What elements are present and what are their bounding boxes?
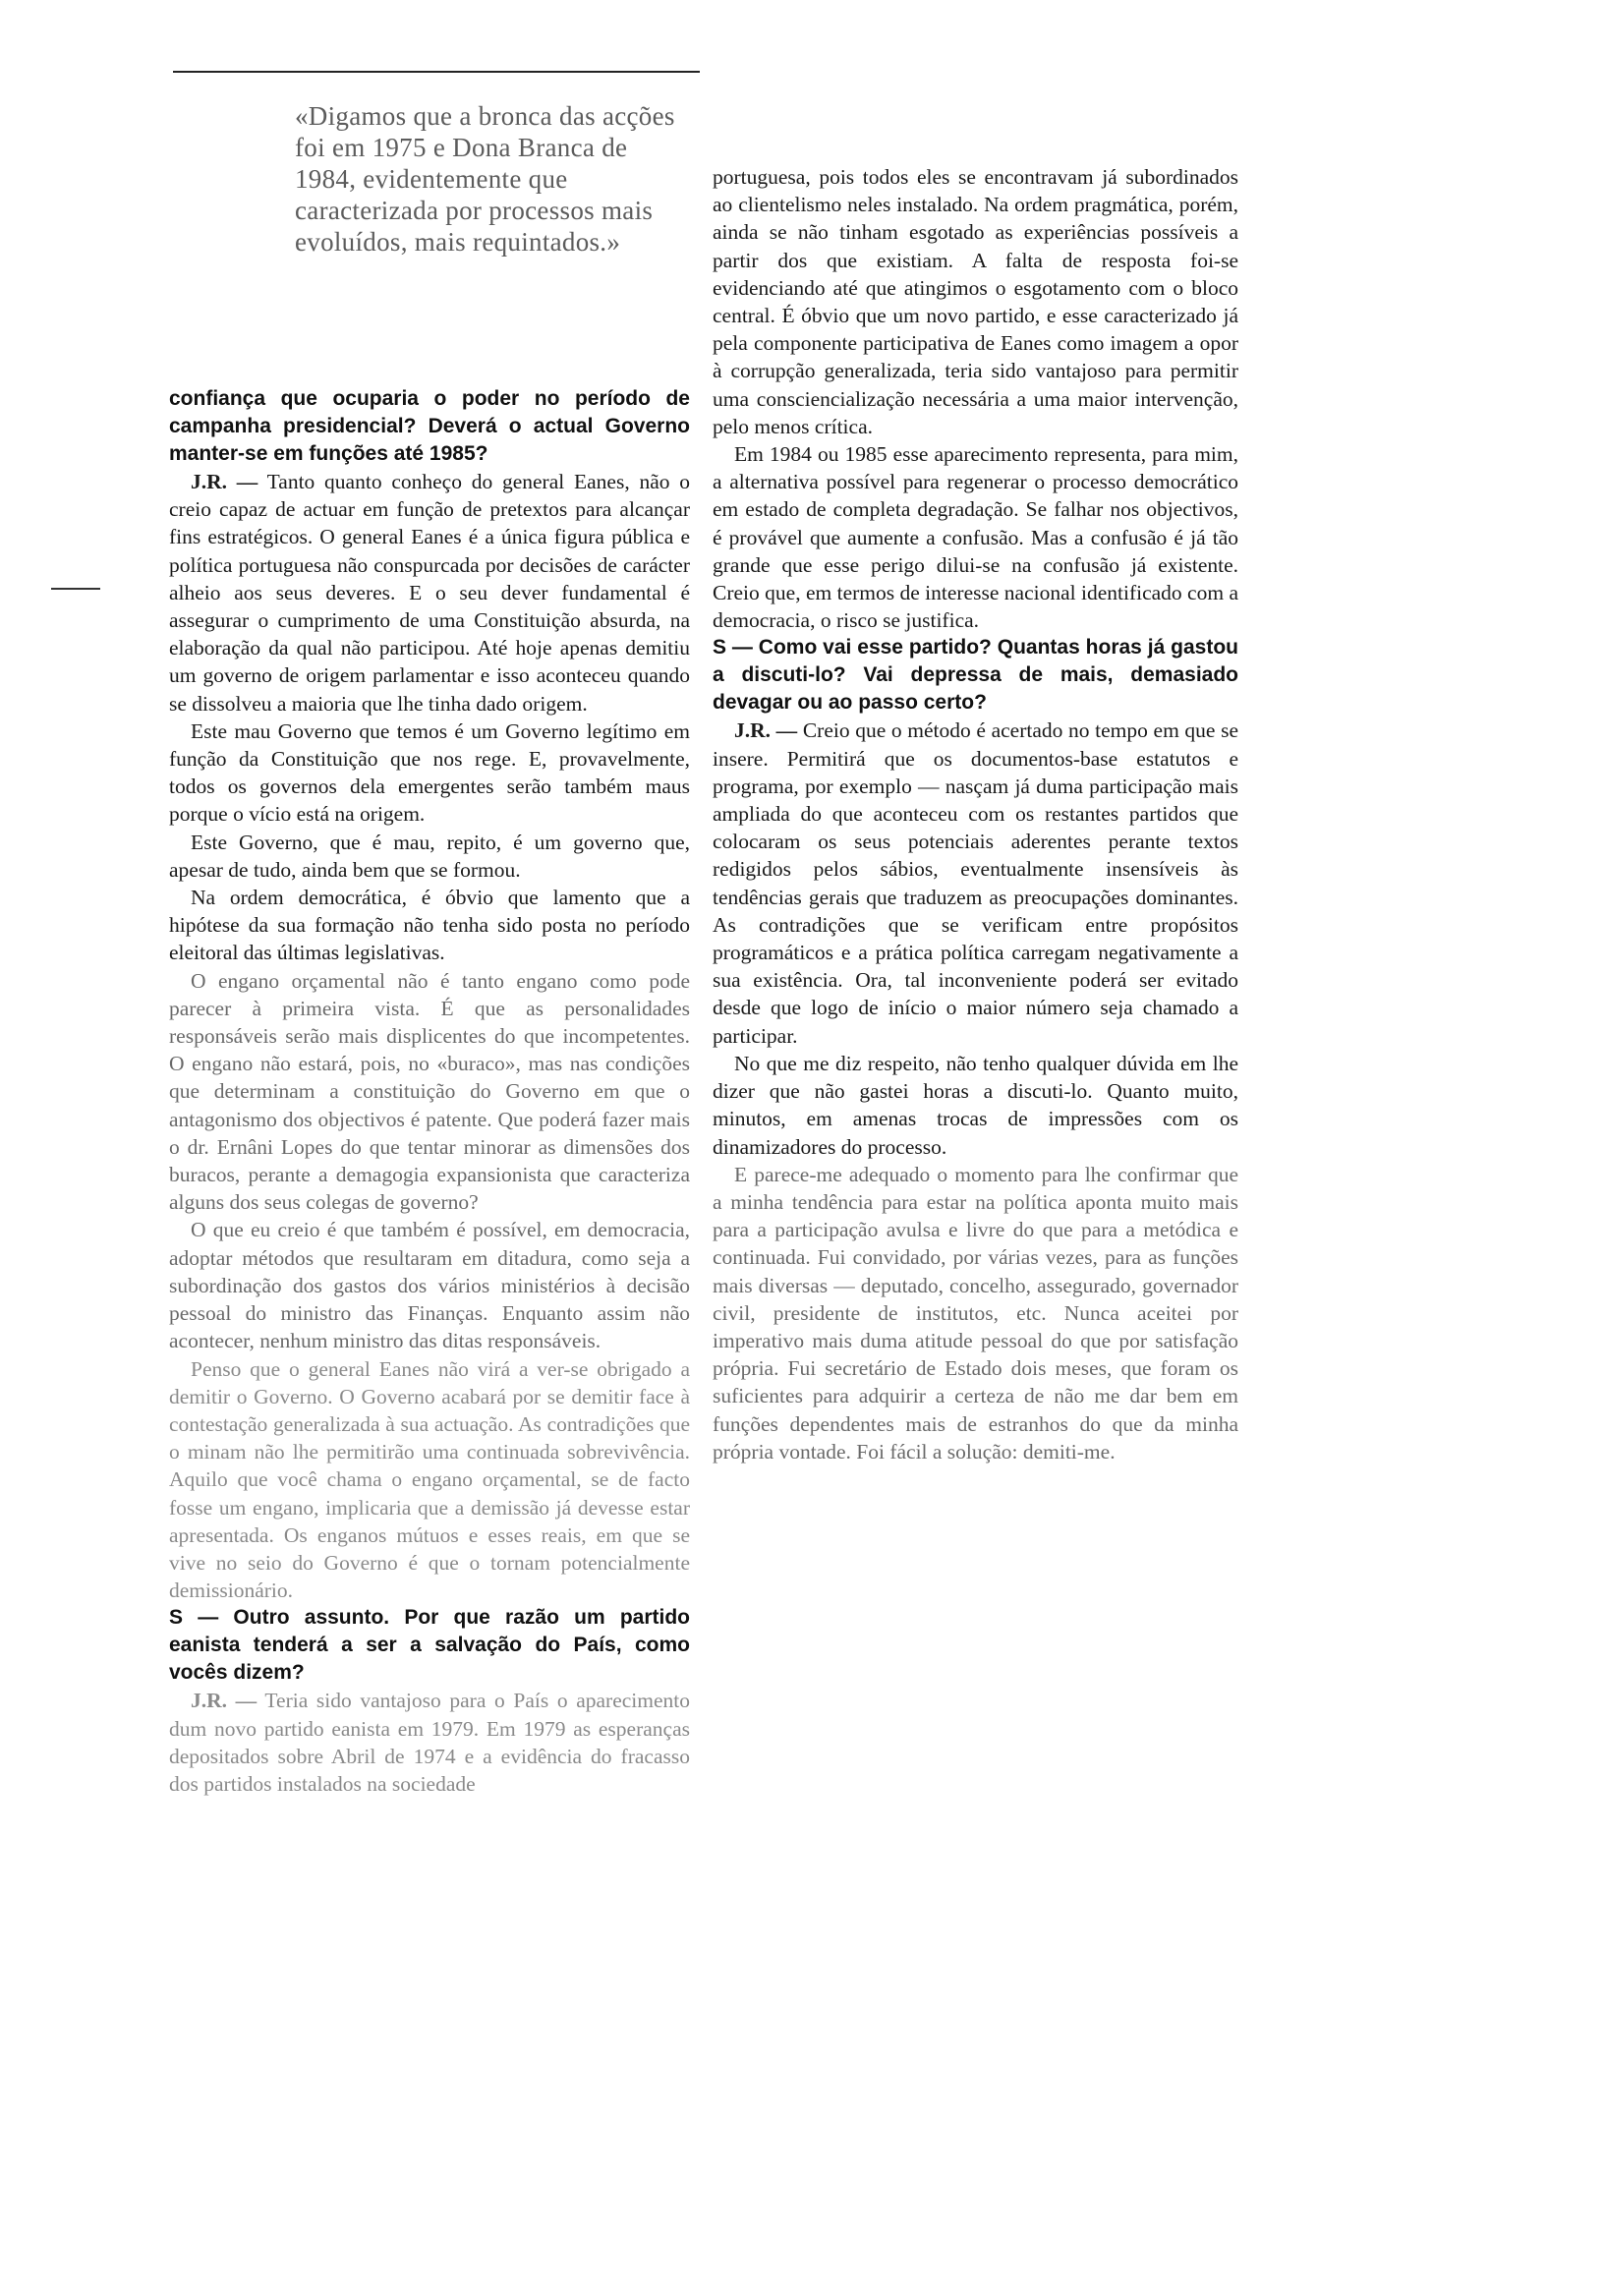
left-column [169,385,690,1798]
answer-text: Tanto quanto conheço do general Eanes, não o creio capaz de actuar em função de pretextos para alcançar fins estratégicos. O general Eanes é a única figura pública e política portuguesa não conspurcada por decisões de carácter alheio aos seus deveres. E o seu dever fundamental é assegurar o cumprimento de uma Constituição absurda, na elaboração da qual não participou. Até hoje apenas demitiu um governo de origem parlamentar e isso aconteceu quando se dissolveu a maioria que lhe tinha dado origem. [169,470,690,716]
paragraph: Este Governo, que é mau, repito, é um governo que, apesar de tudo, ainda bem que se formou. [169,830,690,882]
paragraph: E parece-me adequado o momento para lhe confirmar que a minha tendência para estar na política aponta muito mais para a participação avulsa e livre do que para a metódica e continuada. Fui convidado, por várias vezes, para as funções mais diversas — deputado, concelho, assegurado, governador civil, presidente de institutos, etc. Nunca aceitei por imperativo mais duma atitude pessoal do que por satisfação própria. Fui secretário de Estado dois meses, que foram os suficientes para adquirir a certeza de não me dar bem em funções dependentes mais de estranhos do que da minha própria vontade. Foi fácil a solução: demiti-me. [713,1162,1238,1464]
answer [169,1687,690,1798]
answer [169,468,690,718]
paragraph: portuguesa, pois todos eles se encontravam já subordinados ao clientelismo neles instalado. Na ordem pragmática, porém, ainda se não tinham esgotado as experiências possíveis a partir dos que existiam. A falta de resposta foi-se evidenciando até que atingimos o esgotamento com o bloco central. É óbvio que um novo partido, e esse caracterizado já pela componente participativa de Eanes como imagem a opor à corrupção generalizada, teria sido vantajoso para permitir uma consciencialização necessária a uma maior intervenção, pelo menos crítica. [713,165,1238,438]
question: S — Como vai esse partido? Quantas horas já gastou a discuti-lo? Vai depressa de mais, demasiado devagar ou ao passo certo? [713,636,1238,715]
paragraph: O engano orçamental não é tanto engano como pode parecer à primeira vista. É que as personalidades responsáveis serão mais displicentes do que incompetentes. O engano não estará, pois, no «buraco», mas nas condições que determinam a constituição do Governo em que o antagonismo dos objectivos é patente. Que poderá fazer mais o dr. Ernâni Lopes do que tentar minorar as dimensões dos buracos, perante a demagogia expansionista que caracteriza alguns dos seus colegas de governo? [169,968,690,1215]
paragraph: Na ordem democrática, é óbvio que lamento que a hipótese da sua formação não tenha sido posta no período eleitoral das últimas legislativas. [169,886,690,965]
answer-text: Teria sido vantajoso para o País o aparecimento dum novo partido eanista em 1979. Em 1979 as esperanças depositados sobre Abril de 1974 e a evidência do fracasso dos partidos instalados na sociedade [169,1689,690,1796]
paragraph: No que me diz respeito, não tenho qualquer dúvida em lhe dizer que não gastei horas a discuti-lo. Quanto muito, minutos, em amenas trocas de impressões com os dinamizadores do processo. [713,1051,1238,1159]
pull-quote-text: «Digamos que a bronca das acções foi em 1975 e Dona Branca de 1984, evidentemente que caracterizada por processos mais evoluídos, mais requintados.» [295,101,675,257]
speaker-label: J.R. — [191,470,258,493]
question: confiança que ocuparia o poder no período de campanha presidencial? Deverá o actual Governo manter-se em funções até 1985? [169,387,690,465]
pull-quote [295,100,678,258]
question: S — Outro assunto. Por que razão um partido eanista tenderá a ser a salvação do País, como vocês dizem? [169,1606,690,1685]
paragraph: Este mau Governo que temos é um Governo legítimo em função da Constituição que nos rege. E, provavelmente, todos os governos dela emergentes serão também maus porque o vício está na origem. [169,718,690,827]
answer-text: Creio que o método é acertado no tempo em que se insere. Permitirá que os documentos-base estatutos e programa, por exemplo — nasçam já duma participação mais ampliada do que aconteceu com os restantes partidos que colocaram os seus potenciais aderentes perante textos redigidos pelos sábios, eventualmente insensíveis às tendências gerais que traduzem as preocupações dominantes. As contradições que se verificam entre propósitos programáticos e a prática política carregam negativamente a sua existência. Ora, tal inconveniente poderá ser evitado desde que logo de início o maior número seja chamado a participar. [713,718,1239,1048]
margin-mark [51,588,100,590]
right-column [713,163,1238,1465]
speaker-label: J.R. — [734,718,798,743]
paragraph: Penso que o general Eanes não virá a ver-se obrigado a demitir o Governo. O Governo acabará por se demitir face à contestação generalizada à sua actuação. As contradições que o minam não lhe permitirão uma continuada sobrevivência. Aquilo que você chama o engano orçamental, se de facto fosse um engano, implicaria que a demissão já devesse estar apresentada. Os enganos mútuos e esses reais, em que se vive no seio do Governo é que o tornam potencialmente demissionário. [169,1356,690,1603]
paragraph: Em 1984 ou 1985 esse aparecimento representa, para mim, a alternativa possível para regenerar o processo democrático em estado de completa degradação. Se falhar nos objectivos, é provável que aumente a confusão. Mas a confusão é já tão grande que esse perigo dilui-se na confusão já existente. Creio que, em termos de interesse nacional identificado com a democracia, o risco se justifica. [713,442,1238,633]
top-rule [173,71,700,73]
answer [713,717,1238,1049]
speaker-label: J.R. — [191,1689,258,1713]
paragraph: O que eu creio é que também é possível, em democracia, adoptar métodos que resultaram em ditadura, como seja a subordinação dos gastos dos vários ministérios à decisão pessoal do ministro das Finanças. Enquanto assim não acontecer, nenhum ministro das ditas responsáveis. [169,1218,690,1353]
